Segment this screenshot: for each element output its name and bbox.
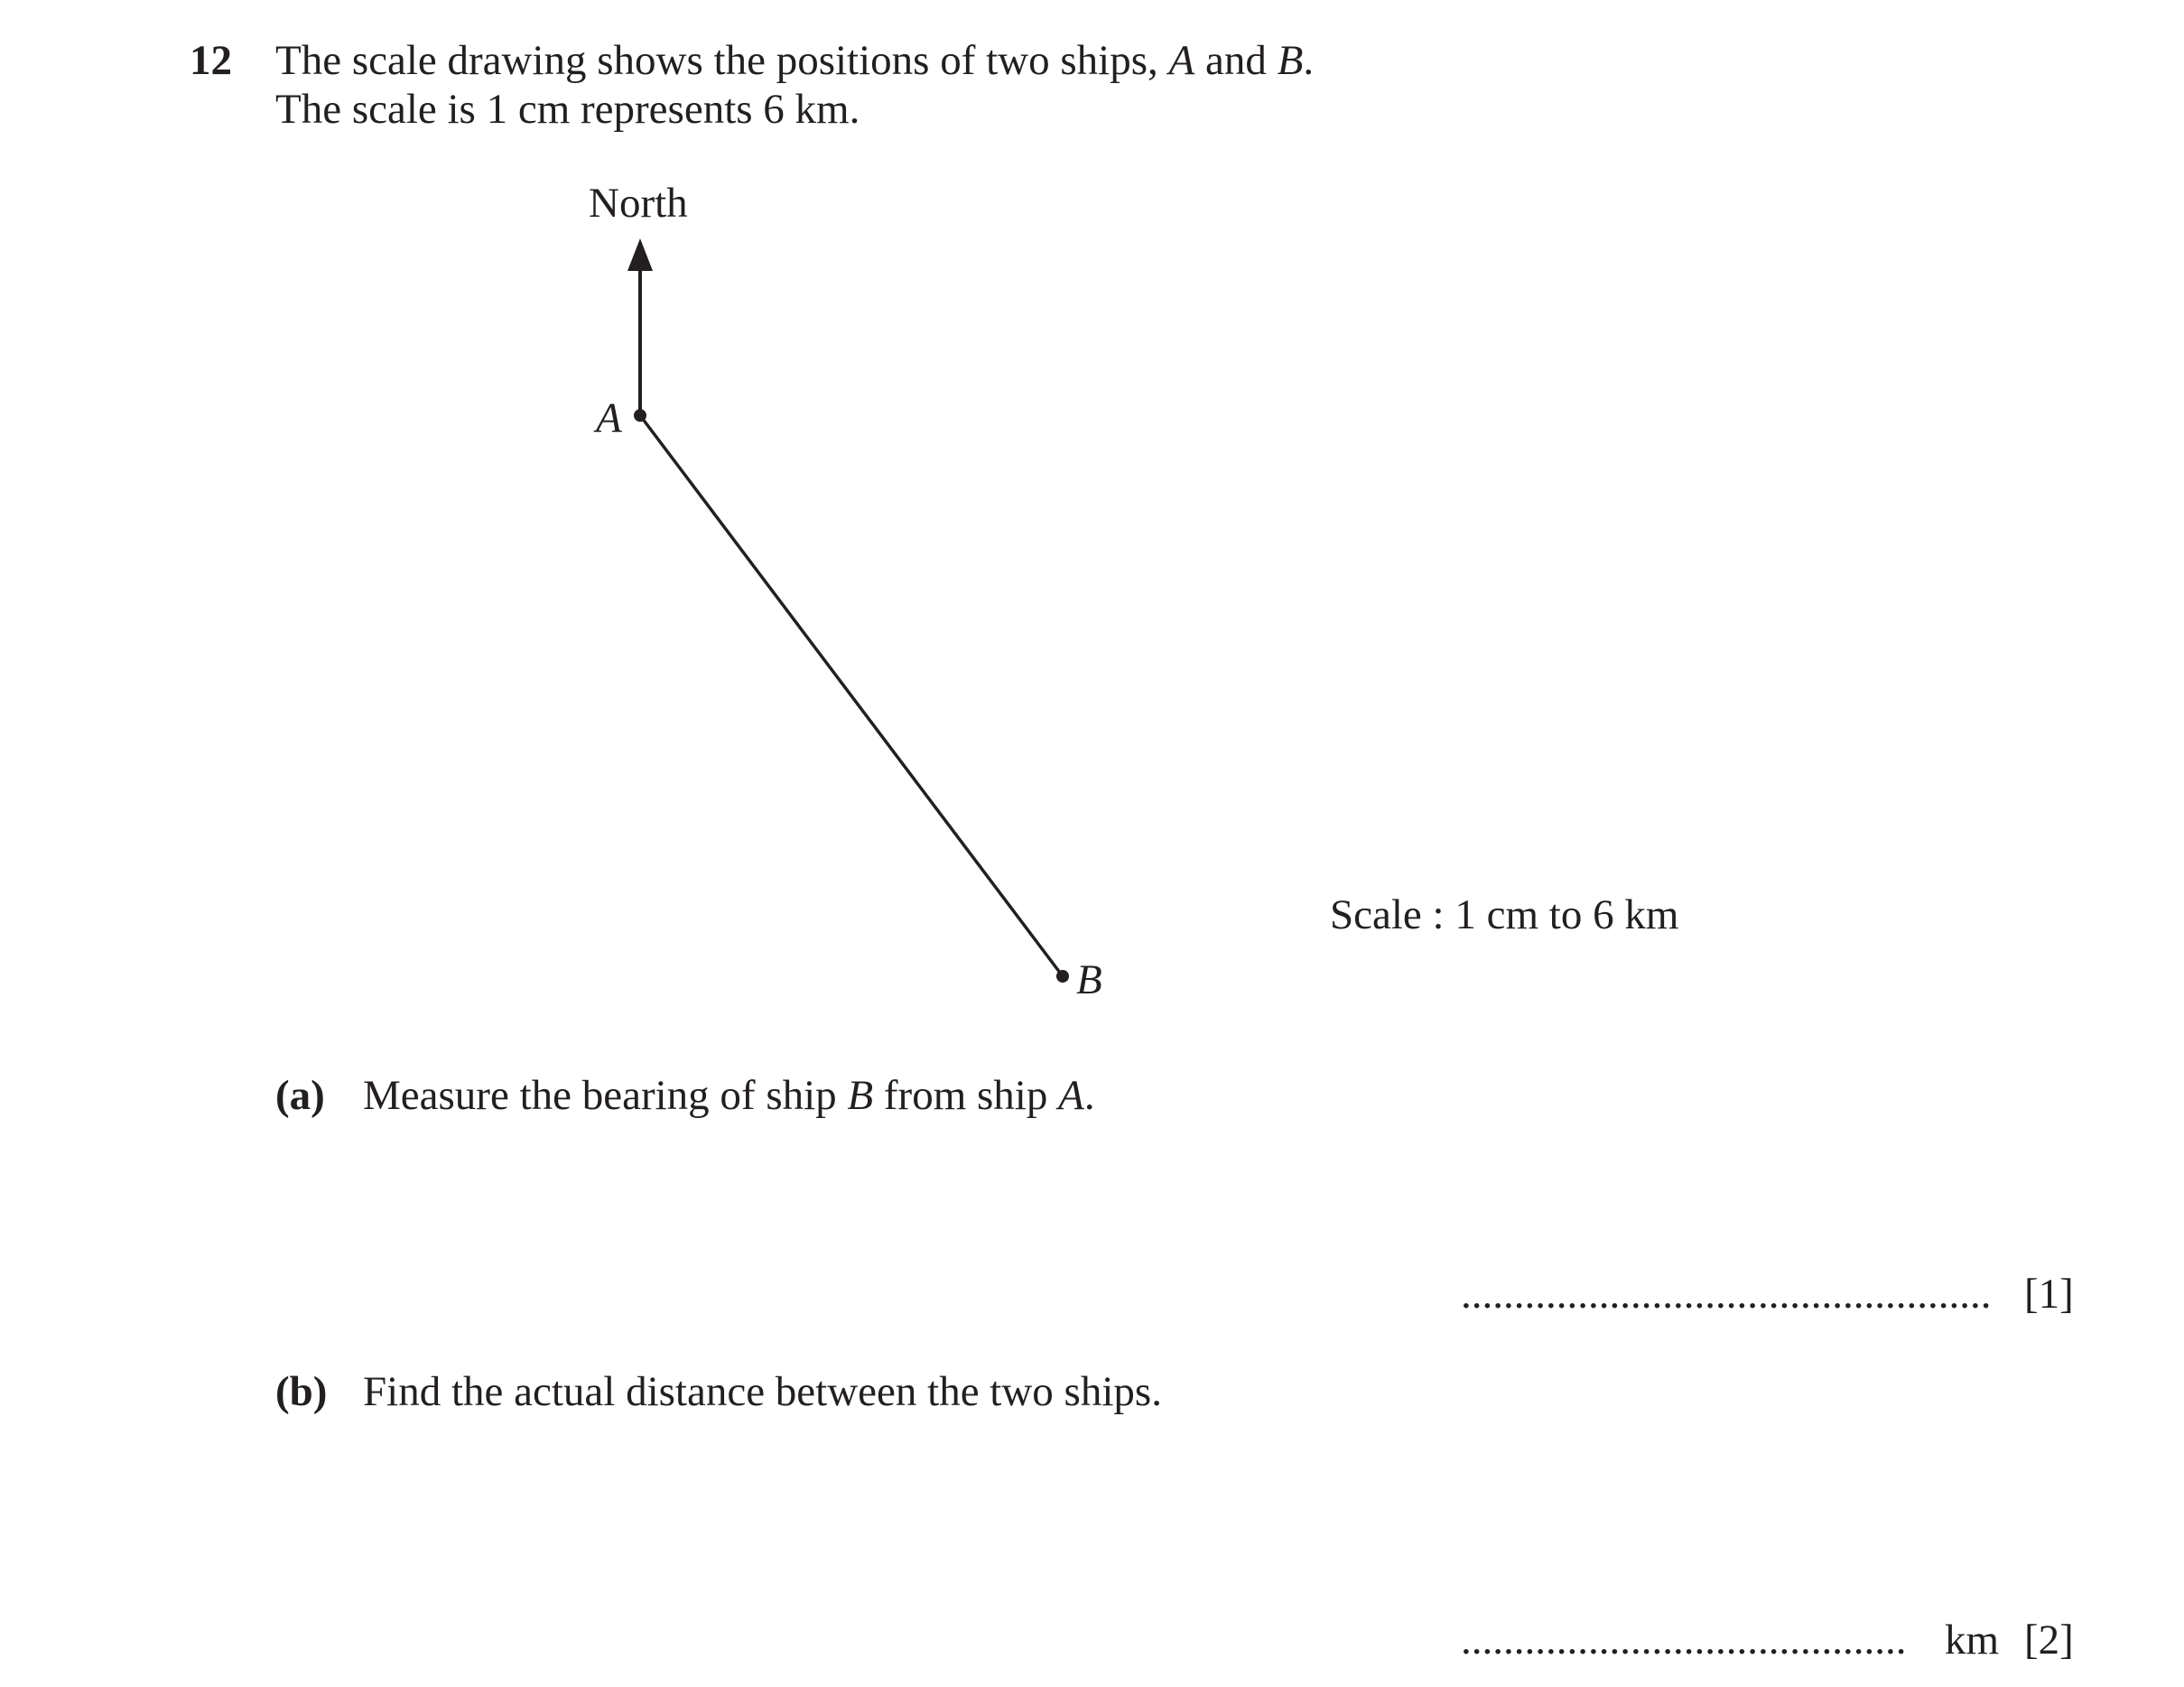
scale-label: Scale : 1 cm to 6 km — [1330, 891, 1679, 938]
part-a-text-prefix: Measure the bearing of ship — [363, 1072, 848, 1119]
part-b-unit: km — [1945, 1617, 2000, 1664]
north-arrow-icon — [627, 238, 653, 271]
point-a — [634, 409, 646, 422]
intro-text-middle: and — [1194, 37, 1278, 84]
part-a-ship-b: B — [847, 1072, 874, 1119]
part-a-text-suffix: . — [1083, 1072, 1095, 1119]
intro-text-prefix: The scale drawing shows the positions of two ships, — [275, 37, 1169, 84]
part-a-answer-line[interactable]: .................................................. — [1461, 1273, 1992, 1316]
part-a-ship-a: A — [1058, 1072, 1084, 1119]
line-a-to-b — [640, 415, 1063, 976]
point-b-label: B — [1076, 956, 1102, 1003]
part-b-label: (b) — [275, 1368, 328, 1415]
part-a-question — [363, 1072, 1095, 1119]
intro-ship-a: A — [1168, 37, 1195, 84]
part-a-label: (a) — [275, 1072, 325, 1119]
intro-ship-b: B — [1277, 37, 1304, 84]
part-a-marks: [1] — [2024, 1271, 2074, 1318]
part-b-question: Find the actual distance between the two ships. — [363, 1368, 1162, 1415]
north-label: North — [589, 180, 688, 227]
part-b-answer-line[interactable]: .......................................... — [1461, 1619, 1907, 1662]
point-a-label: A — [596, 395, 622, 442]
intro-text-suffix: . — [1303, 37, 1315, 84]
part-a-text-middle: from ship — [873, 1072, 1059, 1119]
part-b-marks: [2] — [2024, 1617, 2074, 1664]
question-intro-line-2: The scale is 1 cm represents 6 km. — [275, 86, 860, 133]
question-number: 12 — [190, 37, 232, 84]
point-b — [1056, 970, 1069, 983]
